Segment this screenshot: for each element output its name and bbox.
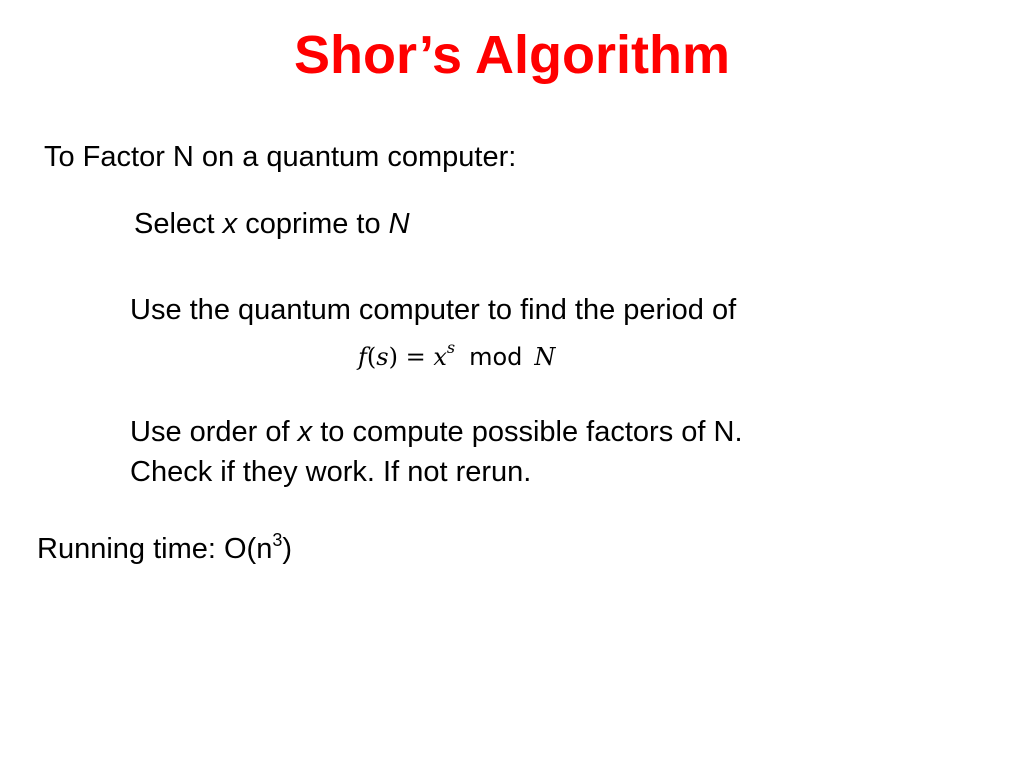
step-select-middle: coprime to [237, 208, 389, 240]
running-time [37, 530, 292, 568]
formula-s: s [376, 343, 389, 371]
period-formula [358, 338, 555, 376]
intro-text: To Factor N on a quantum computer: [44, 141, 517, 173]
step-select-prefix: Select [134, 208, 223, 240]
formula-equals: ) = [388, 343, 434, 371]
slide-title: Shor’s Algorithm [293, 25, 730, 85]
running-time-suffix: ) [282, 533, 293, 565]
running-time-exponent: 3 [272, 530, 283, 550]
step-select-coprime [134, 205, 410, 243]
step-find-period: Use the quantum computer to find the period of [130, 294, 737, 326]
formula-open-paren: ( [366, 343, 377, 371]
formula-x: x [433, 343, 447, 371]
formula-f: f [358, 343, 367, 371]
variable-x: x [222, 208, 238, 240]
formula-mod: mod [469, 343, 523, 371]
formula-exponent: s [446, 338, 456, 357]
step-compute-prefix: Use order of [130, 416, 298, 448]
step-check-rerun: Check if they work. If not rerun. [130, 456, 532, 488]
formula-n: N [534, 343, 556, 371]
variable-n: N [388, 208, 410, 240]
step-compute-suffix: to compute possible factors of N. [312, 416, 743, 448]
step-compute-factors [130, 413, 743, 451]
variable-x-order: x [297, 416, 313, 448]
running-time-prefix: Running time: O(n [37, 533, 273, 565]
